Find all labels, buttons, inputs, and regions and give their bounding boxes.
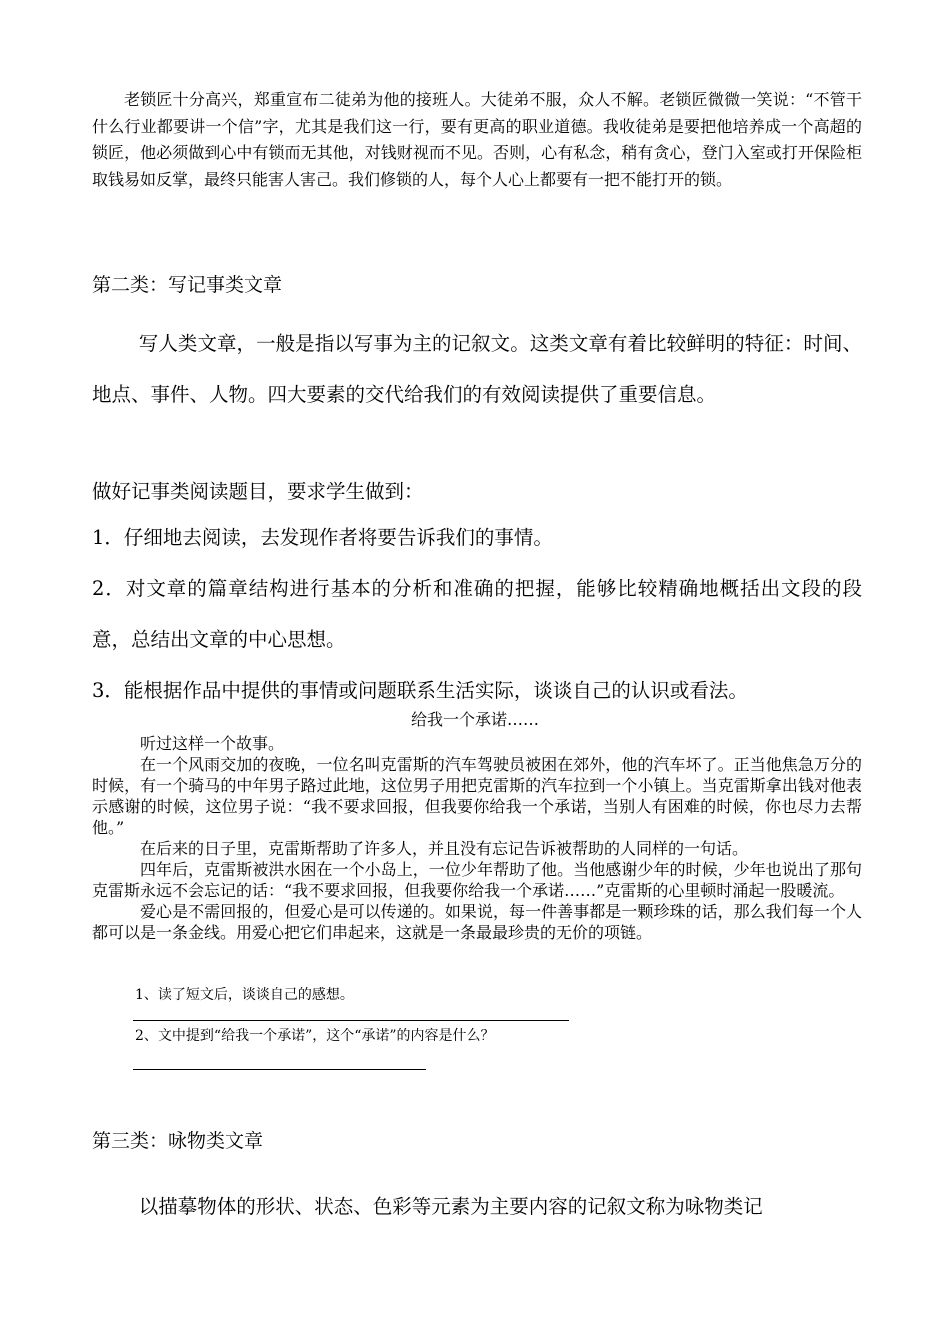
requirements-intro: 做好记事类阅读题目，要求学生做到： xyxy=(92,480,424,503)
story-paragraph: 爱心是不需回报的，但爱心是可以传递的。如果说，每一件善事都是一颗珍珠的话，那么我们每一个人都可以是一条金线。用爱心把它们串起来，这就是一条最最珍贵的无价的项链。 xyxy=(92,902,862,942)
answer-line-2 xyxy=(133,1069,426,1070)
story-title: 给我一个承诺…… xyxy=(410,710,539,729)
story-paragraph: 在后来的日子里，克雷斯帮助了许多人，并且没有忘记告诉被帮助的人同样的一句话。 xyxy=(140,839,749,858)
requirements-list xyxy=(92,512,862,716)
section3-paragraph: 以描摹物体的形状、状态、色彩等元素为主要内容的记叙文称为咏物类记 xyxy=(138,1195,763,1218)
question-1: 1、读了短文后，谈谈自己的感想。 xyxy=(135,987,354,1003)
intro-paragraph: 老锁匠十分高兴，郑重宣布二徒弟为他的接班人。大徒弟不服，众人不解。老锁匠微微一笑说：“不管干什么行业都要讲一个信”字，尤其是我们这一行，要有更高的职业道德。我收徒弟是要把他培养成一个高超的锁匠，他必须做到心中有锁而无其他，对钱财视而不见。否则，心有私念，稍有贪心，登门入室或打开保险柜取钱易如反掌，最终只能害人害己。我们修锁的人，每个人心上都要有一把不能打开的锁。 xyxy=(92,90,862,189)
requirement-item: 2．对文章的篇章结构进行基本的分析和准确的把握，能够比较精确地概括出文段的段意，总结出文章的中心思想。 xyxy=(92,577,862,651)
answer-line-1 xyxy=(133,1020,569,1021)
requirement-item: 1．仔细地去阅读，去发现作者将要告诉我们的事情。 xyxy=(92,526,553,549)
section2-heading: 第二类：写记事类文章 xyxy=(92,274,283,296)
section3-heading: 第三类：咏物类文章 xyxy=(92,1130,264,1152)
story-paragraph: 四年后，克雷斯被洪水困在一个小岛上，一位少年帮助了他。当他感谢少年的时候，少年也说出了那句克雷斯永远不会忘记的话：“我不要求回报，但我要你给我一个承诺……”克雷斯的心里顿时涌起一股暖流。 xyxy=(92,860,862,900)
story-body xyxy=(92,733,862,943)
story-paragraph: 在一个风雨交加的夜晚，一位名叫克雷斯的汽车驾驶员被困在郊外，他的汽车坏了。正当他焦急万分的时候，有一个骑马的中年男子路过此地，这位男子用把克雷斯的汽车拉到一个小镇上。当克雷斯拿出钱对他表示感谢的时候，这位男子说：“我不要求回报，但我要你给我一个承诺，当别人有困难的时候，你也尽力去帮他。” xyxy=(92,755,862,837)
section2-paragraph: 写人类文章，一般是指以写事为主的记叙文。这类文章有着比较鲜明的特征：时间、地点、事件、人物。四大要素的交代给我们的有效阅读提供了重要信息。 xyxy=(92,332,862,406)
story-paragraph: 听过这样一个故事。 xyxy=(140,734,285,753)
requirement-item: 3．能根据作品中提供的事情或问题联系生活实际，谈谈自己的认识或看法。 xyxy=(92,679,748,702)
question-2: 2、文中提到“给我一个承诺”，这个“承诺”的内容是什么？ xyxy=(135,1028,495,1044)
